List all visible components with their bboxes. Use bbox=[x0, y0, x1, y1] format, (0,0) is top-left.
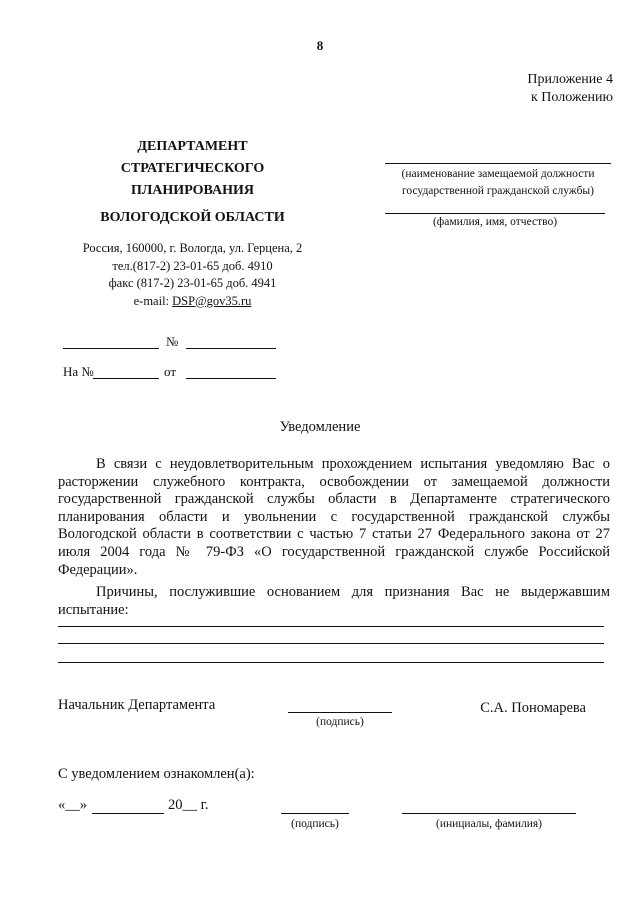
sender-line-2: СТРАТЕГИЧЕСКОГО bbox=[120, 161, 265, 176]
signatory-sign-caption: (подпись) bbox=[316, 716, 364, 728]
reply-from-date-line bbox=[186, 378, 276, 379]
sender-line-4: ВОЛОГОДСКОЙ ОБЛАСТИ bbox=[100, 210, 285, 225]
sender-organization bbox=[60, 136, 325, 229]
sender-email-label: e-mail: bbox=[133, 293, 173, 308]
ack-date-month-line bbox=[92, 813, 164, 814]
ack-sign-caption: (подпись) bbox=[291, 818, 339, 830]
appendix-reference bbox=[527, 71, 613, 107]
ack-date-year: 20__ г. bbox=[168, 797, 209, 813]
sender-address: Россия, 160000, г. Вологда, ул. Герцена, 2 bbox=[82, 241, 303, 255]
reason-line-3 bbox=[58, 662, 604, 663]
document-title: Уведомление bbox=[279, 419, 361, 435]
recipient-position-caption bbox=[378, 166, 618, 200]
sender-line-1: ДЕПАРТАМЕНТ bbox=[137, 139, 248, 154]
notice-paragraph-2: Причины, послужившие основанием для признания Вас не выдержавшим испытание: bbox=[58, 584, 610, 618]
appendix-line-2: к Положению bbox=[530, 90, 613, 105]
ack-sign-line bbox=[281, 813, 349, 814]
reply-from-label: от bbox=[164, 364, 177, 379]
recipient-position-caption-1: (наименование замещаемой должности bbox=[401, 168, 595, 180]
ack-name-caption: (инициалы, фамилия) bbox=[435, 818, 543, 830]
appendix-line-1: Приложение 4 bbox=[527, 72, 613, 87]
notice-paragraph-1: В связи с неудовлетворительным прохождением испытания уведомляю Вас о расторжении служебного контракта, освобождении от замещаемой должности государственной гражданской службы области в Департаменте стратегического планирования области и увольнении с государственной гражданской службы Вологодской области в соответствии с частью 7 статьи 27 Федерального закона от 27 июля 2004 года № 79-ФЗ «О государственной гражданской службе Российской Федерации». bbox=[58, 456, 610, 578]
recipient-name-line bbox=[385, 213, 605, 214]
reg-number-sign: № bbox=[166, 334, 179, 349]
reply-to-number-line bbox=[93, 378, 159, 379]
notice-body bbox=[58, 456, 610, 619]
reg-number-line bbox=[186, 348, 276, 349]
sender-contacts bbox=[50, 240, 335, 310]
reply-to-label: На № bbox=[63, 364, 94, 379]
page-number: 8 bbox=[316, 38, 324, 53]
sender-email-row bbox=[50, 293, 335, 311]
recipient-position-line bbox=[385, 163, 611, 164]
reason-line-2 bbox=[58, 643, 604, 644]
sender-email[interactable]: DSP@gov35.ru bbox=[172, 293, 252, 308]
signatory-name: С.А. Пономарева bbox=[480, 700, 586, 716]
sender-line-3: ПЛАНИРОВАНИЯ bbox=[130, 183, 255, 198]
reg-date-line bbox=[63, 348, 159, 349]
signatory-sign-line bbox=[288, 712, 392, 713]
sender-phone: тел.(817-2) 23-01-65 доб. 4910 bbox=[112, 258, 273, 273]
signatory-position: Начальник Департамента bbox=[58, 697, 216, 713]
ack-name-line bbox=[402, 813, 576, 814]
reason-line-1 bbox=[58, 626, 604, 627]
acknowledgement-text: С уведомлением ознакомлен(а): bbox=[58, 766, 255, 782]
recipient-name-caption: (фамилия, имя, отчество) bbox=[432, 216, 558, 228]
recipient-position-caption-2: государственной гражданской службы) bbox=[402, 185, 594, 197]
sender-fax: факс (817-2) 23-01-65 доб. 4941 bbox=[108, 276, 277, 290]
ack-date-day: «__» bbox=[58, 797, 87, 813]
